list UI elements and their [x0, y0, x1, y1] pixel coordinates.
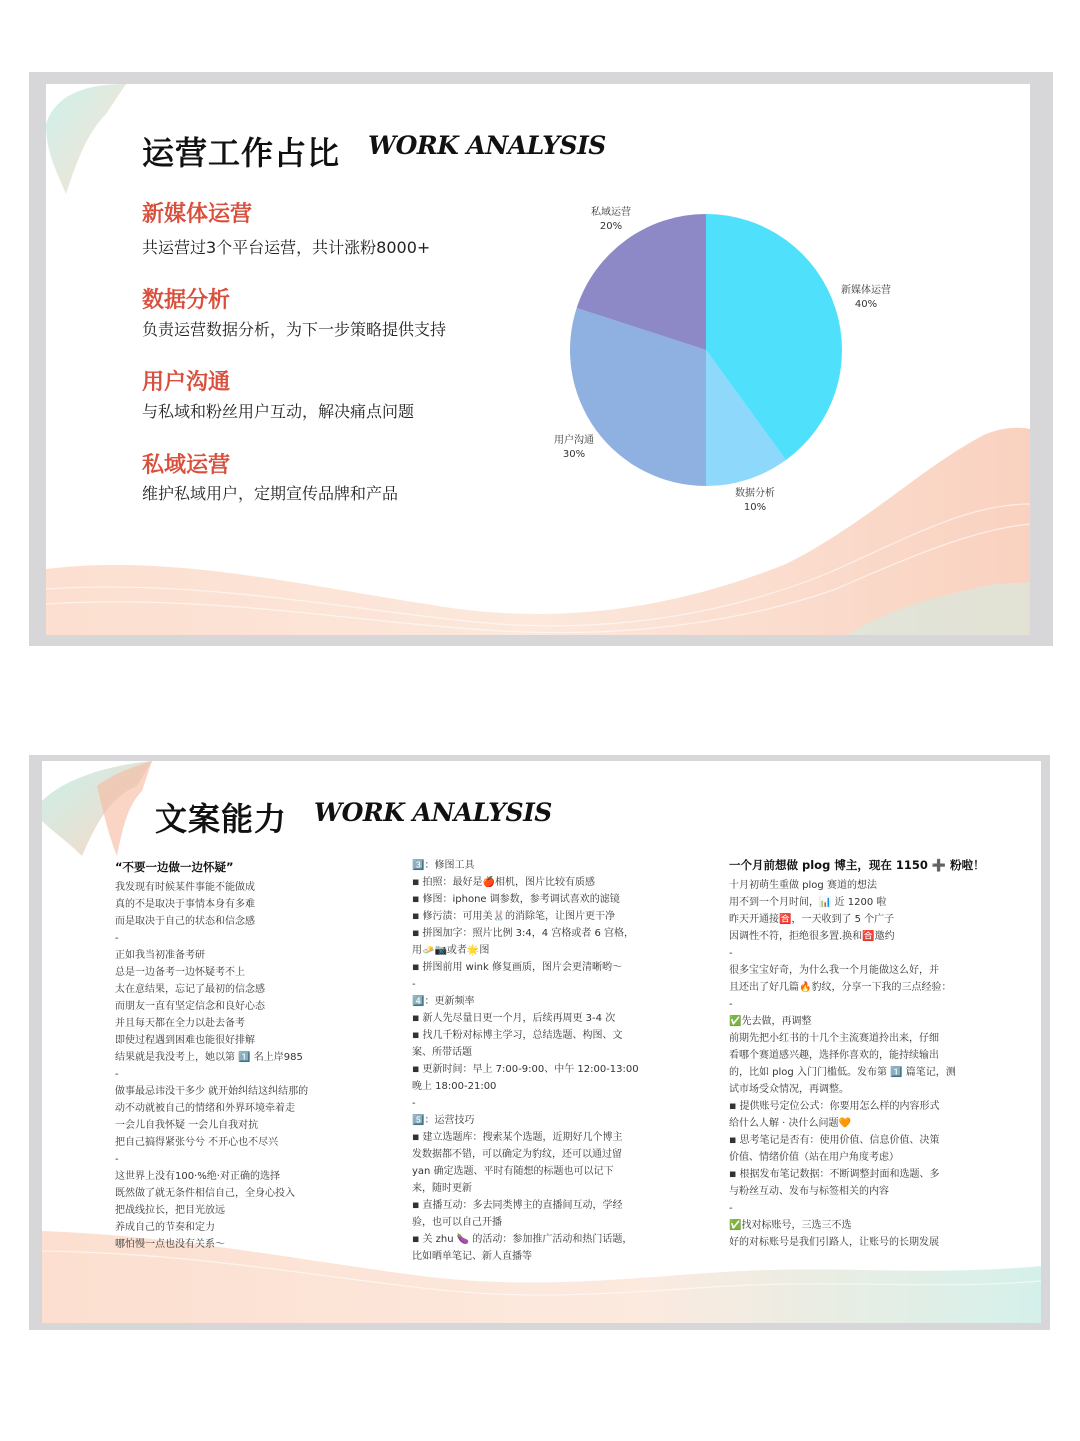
text-line: 价值、情绪价值（站在用户角度考虑）	[729, 1152, 899, 1163]
section-heading-new-media: 新媒体运营	[142, 202, 253, 227]
text-line: 4️⃣：更新频率	[412, 996, 475, 1007]
text-line: ◾ 拼图加字：照片比例 3:4，4 宫格或者 6 宫格，	[412, 928, 635, 939]
text-column-experience	[729, 857, 989, 1251]
text-line: ◾ 拼图前用 wink 修复画质，图片会更清晰哟～	[412, 962, 622, 973]
text-line: 比如晒单笔记、新人直播等	[412, 1251, 532, 1262]
text-line: 而朋友一直有坚定信念和良好心态	[115, 1001, 265, 1012]
slide-work-ratio	[46, 84, 1030, 635]
text-line: ◾ 拍照：最好是🍎相机，图片比较有质感	[412, 877, 595, 888]
text-line: 做事最忌讳没干多少 就开始纠结这纠结那的	[115, 1086, 309, 1097]
pie-label-data-analysis: 数据分析 10%	[735, 488, 775, 513]
text-line: 用🧈📷或者🌟图	[412, 945, 490, 956]
text-line: 且还出了好几篇🔥豹纹，分享一下我的三点经验：	[729, 982, 952, 993]
slide-title-en: WORK ANALYSIS	[314, 798, 552, 827]
text-line: 我发现有时候某件事能不能做成	[115, 882, 255, 893]
text-line: 发数据都不错，可以确定为豹纹，还可以通过留	[412, 1149, 622, 1160]
text-line: 因调性不符，拒绝很多置.换和🈴邀约	[729, 931, 895, 942]
section-desc-data-analysis: 负责运营数据分析，为下一步策略提供支持	[142, 320, 447, 339]
text-line: -	[412, 979, 416, 990]
text-line: 好的对标账号是我们引路人，让账号的长期发展	[729, 1237, 939, 1248]
text-line: -	[115, 933, 119, 944]
text-line: ◾ 找几千粉对标博主学习，总结选题、构图、文	[412, 1030, 623, 1041]
text-line: ◾ 关 zhu 🍆 的活动：参加推广活动和热门话题，	[412, 1234, 633, 1245]
text-line: 的，比如 plog 入门门槛低。发布第 1️⃣ 篇笔记，测	[729, 1067, 956, 1078]
text-line: 这世界上没有100·%绝·对正确的选择	[115, 1171, 280, 1182]
text-line: 用不到一个月时间，📊 近 1200 啦	[729, 897, 887, 908]
text-line: 案、所带话题	[412, 1047, 472, 1058]
text-line: 来，随时更新	[412, 1183, 472, 1194]
text-line: ◾ 根据发布笔记数据：不断调整封面和选题、多	[729, 1169, 940, 1180]
slide-title: 文案能力	[155, 800, 288, 838]
text-line: 验，也可以自己开播	[412, 1217, 502, 1228]
text-line: yan 确定选题、平时有随想的标题也可以记下	[412, 1166, 614, 1177]
slide-title-en: WORK ANALYSIS	[368, 131, 606, 160]
section-desc-new-media: 共运营过3个平台运营，共计涨粉8000+	[142, 238, 431, 257]
text-line: -	[115, 1154, 119, 1165]
text-line: 把战线拉长，把目光放远	[115, 1205, 225, 1216]
text-line: 正如我当初准备考研	[115, 950, 205, 961]
column-heading: 一个月前想做 plog 博主，现在 1150 ➕ 粉啦！	[729, 858, 985, 872]
pie-label-new-media: 新媒体运营 40%	[841, 285, 891, 310]
section-desc-user-communication: 与私域和粉丝用户互动，解决痛点问题	[142, 402, 415, 421]
text-line: -	[412, 1098, 416, 1109]
text-line: 总是一边备考一边怀疑考不上	[115, 967, 245, 978]
text-line: ✅先去做，再调整	[729, 1016, 812, 1027]
text-column-tips	[412, 857, 702, 1265]
text-line: 真的不是取决于事情本身有多难	[115, 899, 255, 910]
text-line: -	[729, 1203, 733, 1214]
section-heading-private-domain: 私域运营	[142, 453, 231, 478]
text-line: ◾ 提供账号定位公式：你要用怎么样的内容形式	[729, 1101, 940, 1112]
text-line: ◾ 修污渍：可用美🐰的消除笔，让图片更干净	[412, 911, 615, 922]
text-line: 并且每天都在全力以赴去备考	[115, 1018, 245, 1029]
text-line: 养成自己的节奏和定力	[115, 1222, 215, 1233]
text-line: 哪怕慢一点也没有关系～	[115, 1239, 225, 1250]
text-line: ◾ 新人先尽量日更一个月，后续再周更 3-4 次	[412, 1013, 616, 1024]
slide-copywriting	[42, 761, 1041, 1323]
text-line: 太在意结果，忘记了最初的信念感	[115, 984, 265, 995]
text-line: -	[115, 1069, 119, 1080]
section-heading-data-analysis: 数据分析	[142, 288, 231, 313]
text-line: 十月初萌生重做 plog 赛道的想法	[729, 880, 877, 891]
text-line: ✅找对标账号，三选三不选	[729, 1220, 852, 1231]
slide-title: 运营工作占比	[142, 134, 341, 172]
text-line: ◾ 建立选题库：搜索某个选题，近期好几个博主	[412, 1132, 623, 1143]
text-line: 与粉丝互动、发布与标签相关的内容	[729, 1186, 889, 1197]
text-line: 而是取决于自己的状态和信念感	[115, 916, 255, 927]
text-line: 一会儿自我怀疑 一会儿自我对抗	[115, 1120, 259, 1131]
text-line: 晚上 18:00-21:00	[412, 1081, 497, 1092]
text-line: ◾ 修图：iphone 调参数，参考调试喜欢的滤镜	[412, 894, 620, 905]
text-line: 即使过程遇到困难也能很好排解	[115, 1035, 255, 1046]
text-line: 试市场受众情况，再调整。	[729, 1084, 849, 1095]
text-line: 3️⃣：修图工具	[412, 860, 475, 871]
pie-label-user-communication: 用户沟通 30%	[554, 435, 594, 460]
column-heading: “不要一边做一边怀疑”	[115, 860, 234, 874]
text-line: 把自己搞得紧张兮兮 不开心也不尽兴	[115, 1137, 279, 1148]
text-line: 看哪个赛道感兴趣，选择你喜欢的，能持续输出	[729, 1050, 939, 1061]
text-line: 5️⃣：运营技巧	[412, 1115, 475, 1126]
text-column-mindset	[115, 859, 385, 1253]
text-line: ◾ 直播互动：多去同类博主的直播间互动，学经	[412, 1200, 623, 1211]
section-heading-user-communication: 用户沟通	[142, 370, 231, 395]
text-line: 既然做了就无条件相信自己，全身心投入	[115, 1188, 295, 1199]
text-line: ◾ 更新时间：早上 7:00-9:00、中午 12:00-13:00	[412, 1064, 639, 1075]
text-line: 给什么人解 · 决什么问题🧡	[729, 1118, 851, 1129]
text-line: -	[729, 948, 733, 959]
text-line: 结果就是我没考上，她以第 1️⃣ 名上岸985	[115, 1052, 303, 1063]
text-line: ◾ 思考笔记是否有：使用价值、信息价值、决策	[729, 1135, 940, 1146]
section-desc-private-domain: 维护私域用户，定期宣传品牌和产品	[142, 484, 399, 503]
text-line: 前期先把小红书的十几个主流赛道拎出来，仔细	[729, 1033, 939, 1044]
pie-label-private-domain: 私域运营 20%	[591, 207, 631, 232]
text-line: 昨天开通接🈴，一天收到了 5 个广子	[729, 914, 895, 925]
text-line: 动不动就被自己的情绪和外界环境牵着走	[115, 1103, 295, 1114]
text-line: 很多宝宝好奇，为什么我一个月能做这么好，并	[729, 965, 939, 976]
text-line: -	[729, 999, 733, 1010]
